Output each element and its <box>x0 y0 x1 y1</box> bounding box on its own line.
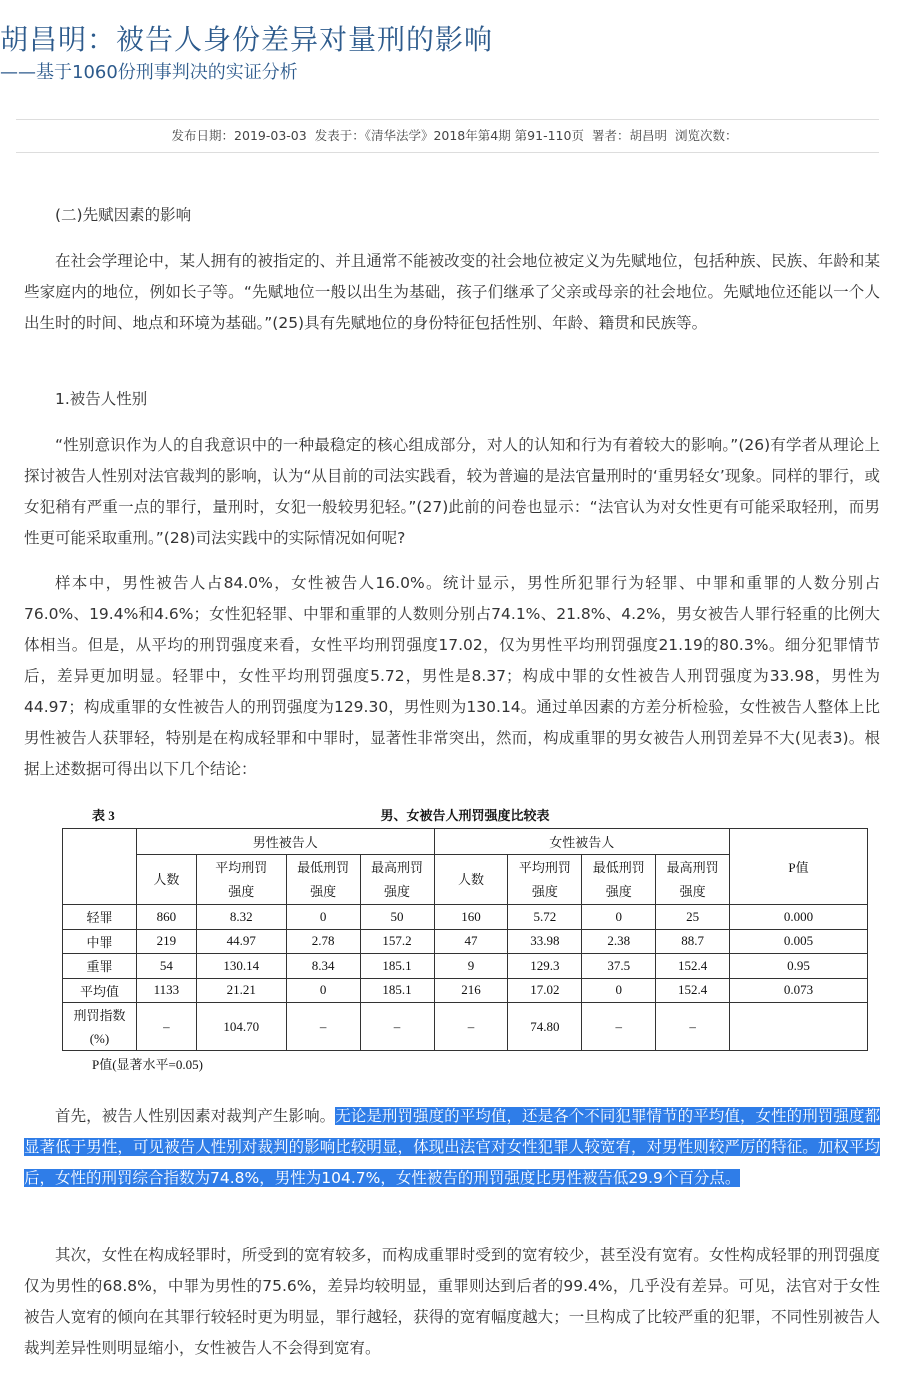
cell: 44.97 <box>196 929 286 954</box>
cell: 160 <box>434 905 508 930</box>
cell: 54 <box>136 954 196 979</box>
row-label: 重罪 <box>63 954 137 979</box>
cell: – <box>656 1003 730 1051</box>
cell: 0.95 <box>730 954 868 979</box>
cell: 0.005 <box>730 929 868 954</box>
published-in: 发表于：《清华法学》2018年第4期 第91-110页 <box>314 128 584 143</box>
text-selection-highlight[interactable]: 无论是刑罚强度的平均值，还是各个不同犯罪情节的平均值，女性的刑罚强度都显著低于男性，可见被告人性别对裁判的影响比较明显，体现出法官对女性犯罪人较宽宥，对男性则较严厉的特征。加权平均后，女性的刑罚综合指数为74.8%，男性为104.7%，女性被告的刑罚强度比男性被告低29.9个百分点。 <box>24 1107 880 1187</box>
header-p-value: P值 <box>730 829 868 905</box>
cell: 21.21 <box>196 978 286 1003</box>
row-label: 平均值 <box>63 978 137 1003</box>
cell: 104.70 <box>196 1003 286 1051</box>
cell: 33.98 <box>508 929 582 954</box>
row-label: 轻罪 <box>63 905 137 930</box>
paragraph-2: “性别意识作为人的自我意识中的一种最稳定的核心组成部分，对人的认知和行为有着较大的影响。”(26)有学者从理论上探讨被告人性别对法官裁判的影响，认为“从目前的司法实践看，较为普遍的是法官量刑时的‘重男轻女’现象。同样的罪行，或女犯稍有严重一点的罪行，量刑时，女犯一般较男犯轻。”(27)此前的问卷也显示：“法官认为对女性更有可能采取轻刑，而男性更可能采取重刑。”(28)司法实践中的实际情况如何呢? <box>24 436 880 547</box>
article-subtitle: ——基于1060份刑事判决的实证分析 <box>0 62 298 83</box>
header-female-avg: 平均刑罚 强度 <box>508 855 582 905</box>
header-male-min: 最低刑罚 强度 <box>286 855 360 905</box>
paragraph-5: 其次，女性在构成轻罪时，所受到的宽宥较多，而构成重罪时受到的宽宥较少，甚至没有宽宥。女性构成轻罪的刑罚强度仅为男性的68.8%，中罪为男性的75.6%，差异均较明显，重罪则达到后者的99.4%，几乎没有差异。可见，法官对于女性被告人宽宥的倾向在其罪行较轻时更为明显，罪行越轻，获得的宽宥幅度越大；一旦构成了比较严重的犯罪，不同性别被告人裁判差异性则明显缩小，女性被告人不会得到宽宥。 <box>24 1246 880 1357</box>
cell: 0 <box>582 978 656 1003</box>
cell: 74.80 <box>508 1003 582 1051</box>
table-3-figure <box>62 800 868 1080</box>
table-label: 表 3 <box>92 808 115 823</box>
table-row <box>63 978 868 1003</box>
cell: 130.14 <box>196 954 286 979</box>
cell: 37.5 <box>582 954 656 979</box>
article-title: 胡昌明：被告人身份差异对量刑的影响 <box>0 23 494 56</box>
row-label: 中罪 <box>63 929 137 954</box>
view-count: 浏览次数： <box>674 128 738 143</box>
cell: 17.02 <box>508 978 582 1003</box>
cell: 129.3 <box>508 954 582 979</box>
cell: 8.34 <box>286 954 360 979</box>
table-row <box>63 1003 868 1051</box>
article-meta <box>0 125 909 147</box>
header-female: 女性被告人 <box>434 829 730 855</box>
cell: 2.78 <box>286 929 360 954</box>
cell: 860 <box>136 905 196 930</box>
publish-date: 发布日期：2019-03-03 <box>171 128 307 143</box>
cell: 216 <box>434 978 508 1003</box>
header-female-count: 人数 <box>434 855 508 905</box>
cell: 0 <box>286 978 360 1003</box>
header-corner <box>63 829 137 905</box>
paragraph-4[interactable] <box>24 1101 880 1194</box>
cell: 0.000 <box>730 905 868 930</box>
section-heading: (二)先赋因素的影响 <box>55 206 192 224</box>
header-male-avg: 平均刑罚 强度 <box>196 855 286 905</box>
row-label: 刑罚指数 (%) <box>63 1003 137 1051</box>
cell: 9 <box>434 954 508 979</box>
cell: 185.1 <box>360 978 434 1003</box>
table-title: 男、女被告人刑罚强度比较表 <box>380 808 550 823</box>
paragraph-4-text: 首先，被告人性别因素对裁判产生影响。 <box>55 1107 336 1125</box>
cell: 219 <box>136 929 196 954</box>
divider-top <box>16 119 879 120</box>
cell: 0 <box>286 905 360 930</box>
cell: 1133 <box>136 978 196 1003</box>
cell: – <box>286 1003 360 1051</box>
author: 署者：胡昌明 <box>591 128 667 143</box>
cell: 88.7 <box>656 929 730 954</box>
header-male: 男性被告人 <box>136 829 434 855</box>
paragraph-1: 在社会学理论中，某人拥有的被指定的、并且通常不能被改变的社会地位被定义为先赋地位，包括种族、民族、年龄和某些家庭内的地位，例如长子等。“先赋地位一般以出生为基础，孩子们继承了父亲或母亲的社会地位。先赋地位还能以一个人出生时的时间、地点和环境为基础。”(25)具有先赋地位的身份特征包括性别、年龄、籍贯和民族等。 <box>24 252 880 332</box>
data-table <box>62 828 868 1051</box>
cell: – <box>582 1003 656 1051</box>
cell: 25 <box>656 905 730 930</box>
cell: – <box>434 1003 508 1051</box>
table-row <box>63 929 868 954</box>
cell: 50 <box>360 905 434 930</box>
cell: 152.4 <box>656 954 730 979</box>
header-female-max: 最高刑罚 强度 <box>656 855 730 905</box>
cell <box>730 1003 868 1051</box>
table-note: P值(显著水平=0.05) <box>92 1057 203 1072</box>
cell: 152.4 <box>656 978 730 1003</box>
header-male-count: 人数 <box>136 855 196 905</box>
sub-heading: 1.被告人性别 <box>55 390 148 408</box>
paragraph-3: 样本中，男性被告人占84.0%，女性被告人16.0%。统计显示，男性所犯罪行为轻罪、中罪和重罪的人数分别占76.0%、19.4%和4.6%；女性犯轻罪、中罪和重罪的人数则分别占74.1%、21.8%、4.2%，男女被告人罪行轻重的比例大体相当。但是，从平均的刑罚强度来看，女性平均刑罚强度17.02，仅为男性平均刑罚强度21.19的80.3%。细分犯罪情节后，差异更加明显。轻罪中，女性平均刑罚强度5.72，男性是8.37；构成中罪的女性被告人刑罚强度为33.98，男性为44.97；构成重罪的女性被告人的刑罚强度为129.30，男性则为130.14。通过单因素的方差分析检验，女性被告人整体上比男性被告人获罪轻，特别是在构成轻罪和中罪时，显著性非常突出，然而，构成重罪的男女被告人刑罚差异不大(见表3)。根据上述数据可得出以下几个结论： <box>24 574 880 778</box>
cell: 8.32 <box>196 905 286 930</box>
cell: 2.38 <box>582 929 656 954</box>
table-row <box>63 905 868 930</box>
cell: 0 <box>582 905 656 930</box>
cell: 5.72 <box>508 905 582 930</box>
cell: – <box>360 1003 434 1051</box>
cell: 0.073 <box>730 978 868 1003</box>
table-row <box>63 954 868 979</box>
cell: 185.1 <box>360 954 434 979</box>
header-male-max: 最高刑罚 强度 <box>360 855 434 905</box>
cell: 47 <box>434 929 508 954</box>
cell: – <box>136 1003 196 1051</box>
divider-bottom <box>16 152 879 153</box>
header-female-min: 最低刑罚 强度 <box>582 855 656 905</box>
cell: 157.2 <box>360 929 434 954</box>
